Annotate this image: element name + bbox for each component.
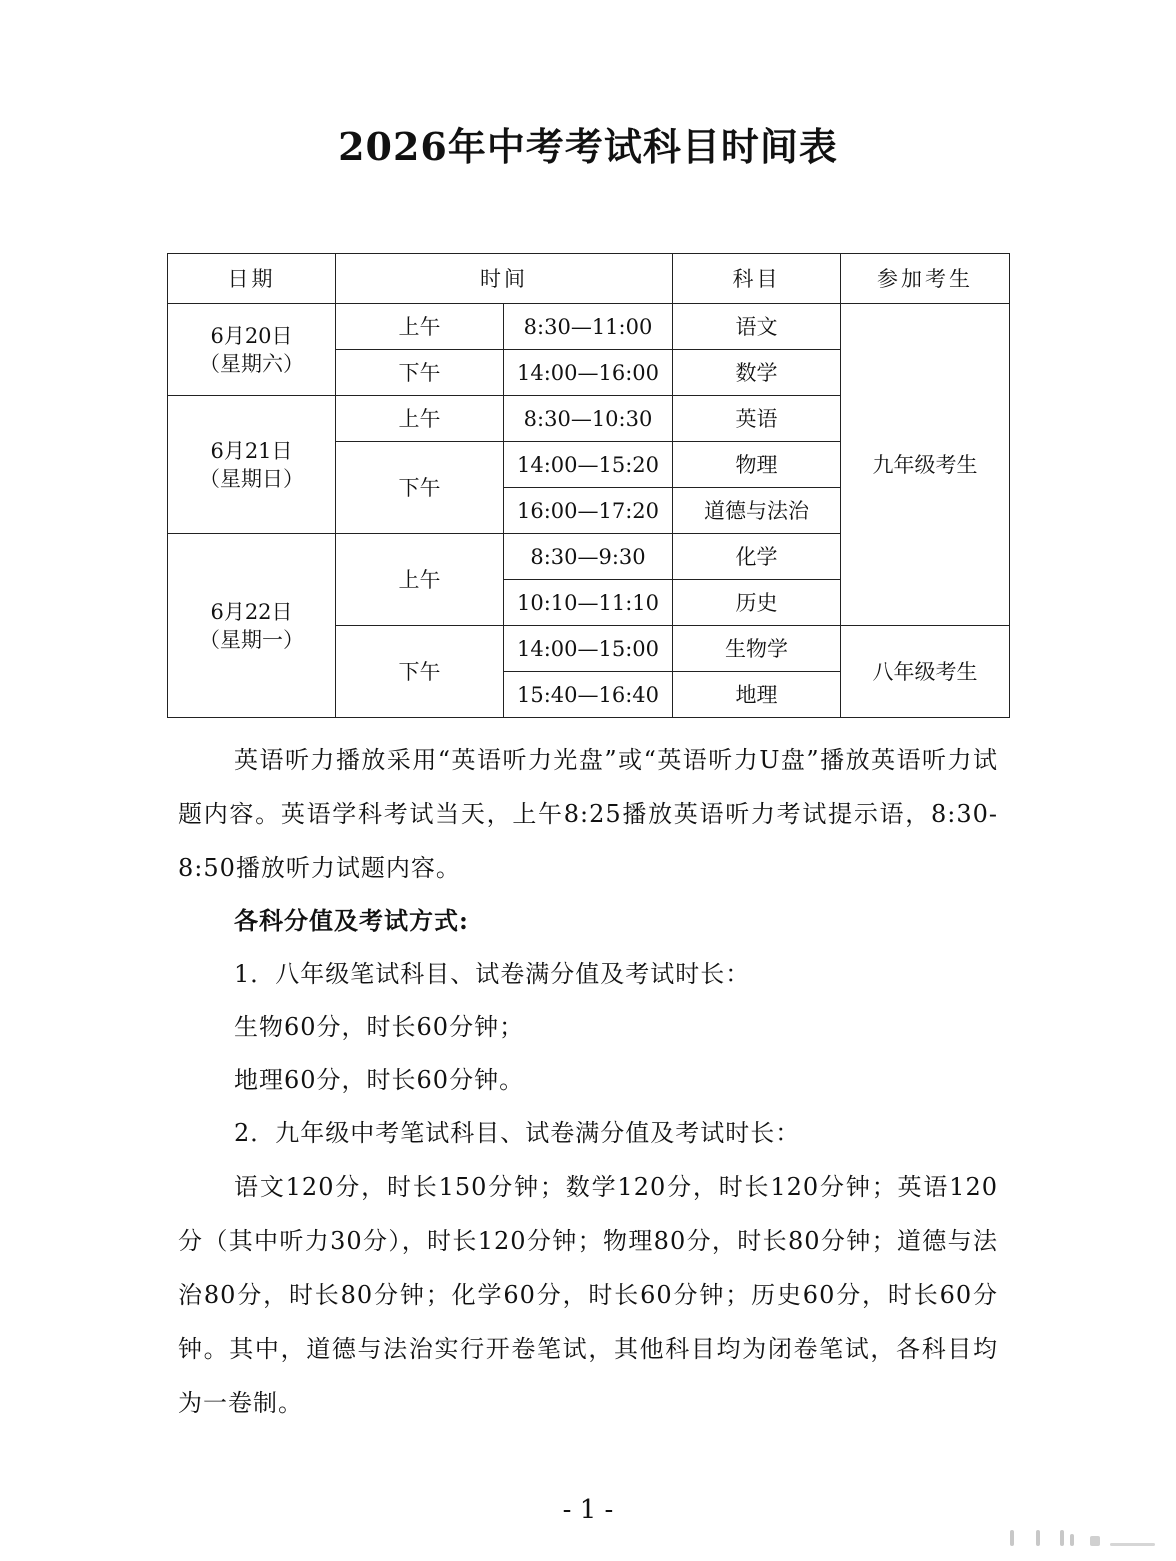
- students-cell-grade8: 八年级考生: [841, 626, 1010, 718]
- subject-cell: 数学: [673, 350, 841, 396]
- section-heading: 各科分值及考试方式:: [234, 906, 469, 935]
- period-cell: 上午: [336, 304, 504, 350]
- period-cell: 上午: [336, 534, 504, 626]
- page-number: - 1 -: [562, 1495, 614, 1525]
- time-cell: 14:00—16:00: [504, 350, 673, 396]
- grade9-heading: 2．九年级中考笔试科目、试卷满分值及考试时长：: [234, 1119, 801, 1147]
- date-text: 6月20日: [210, 323, 293, 348]
- exam-schedule-table: [167, 253, 1010, 718]
- time-cell: 14:00—15:20: [504, 442, 673, 488]
- header-time: 时间: [336, 254, 673, 304]
- subject-cell: 语文: [673, 304, 841, 350]
- time-cell: 8:30—10:30: [504, 396, 673, 442]
- grade8-geography-line: 地理60分，时长60分钟。: [234, 1066, 525, 1094]
- grade9-scores-paragraph: 语文120分，时长150分钟；数学120分，时长120分钟；英语120分（其中听力30分），时长120分钟；物理80分，时长80分钟；道德与法治80分，时长80分钟；化学60分，时长60分钟；历史60分，时长60分钟。其中，道德与法治实行开卷笔试，其他科目均为闭卷笔试，各科目均为一卷制。: [178, 1173, 998, 1417]
- weekday-text: （星期一）: [199, 627, 304, 652]
- weekday-text: （星期六）: [199, 351, 304, 376]
- subject-cell: 生物学: [673, 626, 841, 672]
- subject-cell: 道德与法治: [673, 488, 841, 534]
- subject-cell: 历史: [673, 580, 841, 626]
- header-date: 日期: [168, 254, 336, 304]
- header-subject: 科目: [673, 254, 841, 304]
- document-title: 2026年中考考试科目时间表: [338, 124, 838, 169]
- period-cell: 下午: [336, 442, 504, 534]
- time-cell: 15:40—16:40: [504, 672, 673, 718]
- listening-note-paragraph: 英语听力播放采用“英语听力光盘”或“英语听力U盘”播放英语听力试题内容。英语学科考试当天，上午8:25播放英语听力考试提示语，8:30-8:50播放听力试题内容。: [178, 746, 998, 882]
- date-cell-day3: [168, 534, 336, 718]
- table-row: [168, 304, 1010, 350]
- grade8-biology-line: 生物60分，时长60分钟；: [234, 1013, 525, 1041]
- watermark-bars-icon: [1010, 1530, 1160, 1546]
- period-cell: 下午: [336, 350, 504, 396]
- weekday-text: （星期日）: [199, 466, 304, 491]
- period-cell: 下午: [336, 626, 504, 718]
- students-cell-grade9: 九年级考生: [841, 304, 1010, 626]
- subject-cell: 地理: [673, 672, 841, 718]
- period-cell: 上午: [336, 396, 504, 442]
- subject-cell: 英语: [673, 396, 841, 442]
- time-cell: 16:00—17:20: [504, 488, 673, 534]
- time-cell: 10:10—11:10: [504, 580, 673, 626]
- date-cell-day2: [168, 396, 336, 534]
- time-cell: 8:30—9:30: [504, 534, 673, 580]
- date-text: 6月22日: [210, 599, 293, 624]
- header-students: 参加考生: [841, 254, 1010, 304]
- date-cell-day1: [168, 304, 336, 396]
- time-cell: 8:30—11:00: [504, 304, 673, 350]
- subject-cell: 物理: [673, 442, 841, 488]
- time-cell: 14:00—15:00: [504, 626, 673, 672]
- date-text: 6月21日: [210, 438, 293, 463]
- subject-cell: 化学: [673, 534, 841, 580]
- table-header-row: [168, 254, 1010, 304]
- grade8-heading: 1．八年级笔试科目、试卷满分值及考试时长：: [234, 960, 751, 988]
